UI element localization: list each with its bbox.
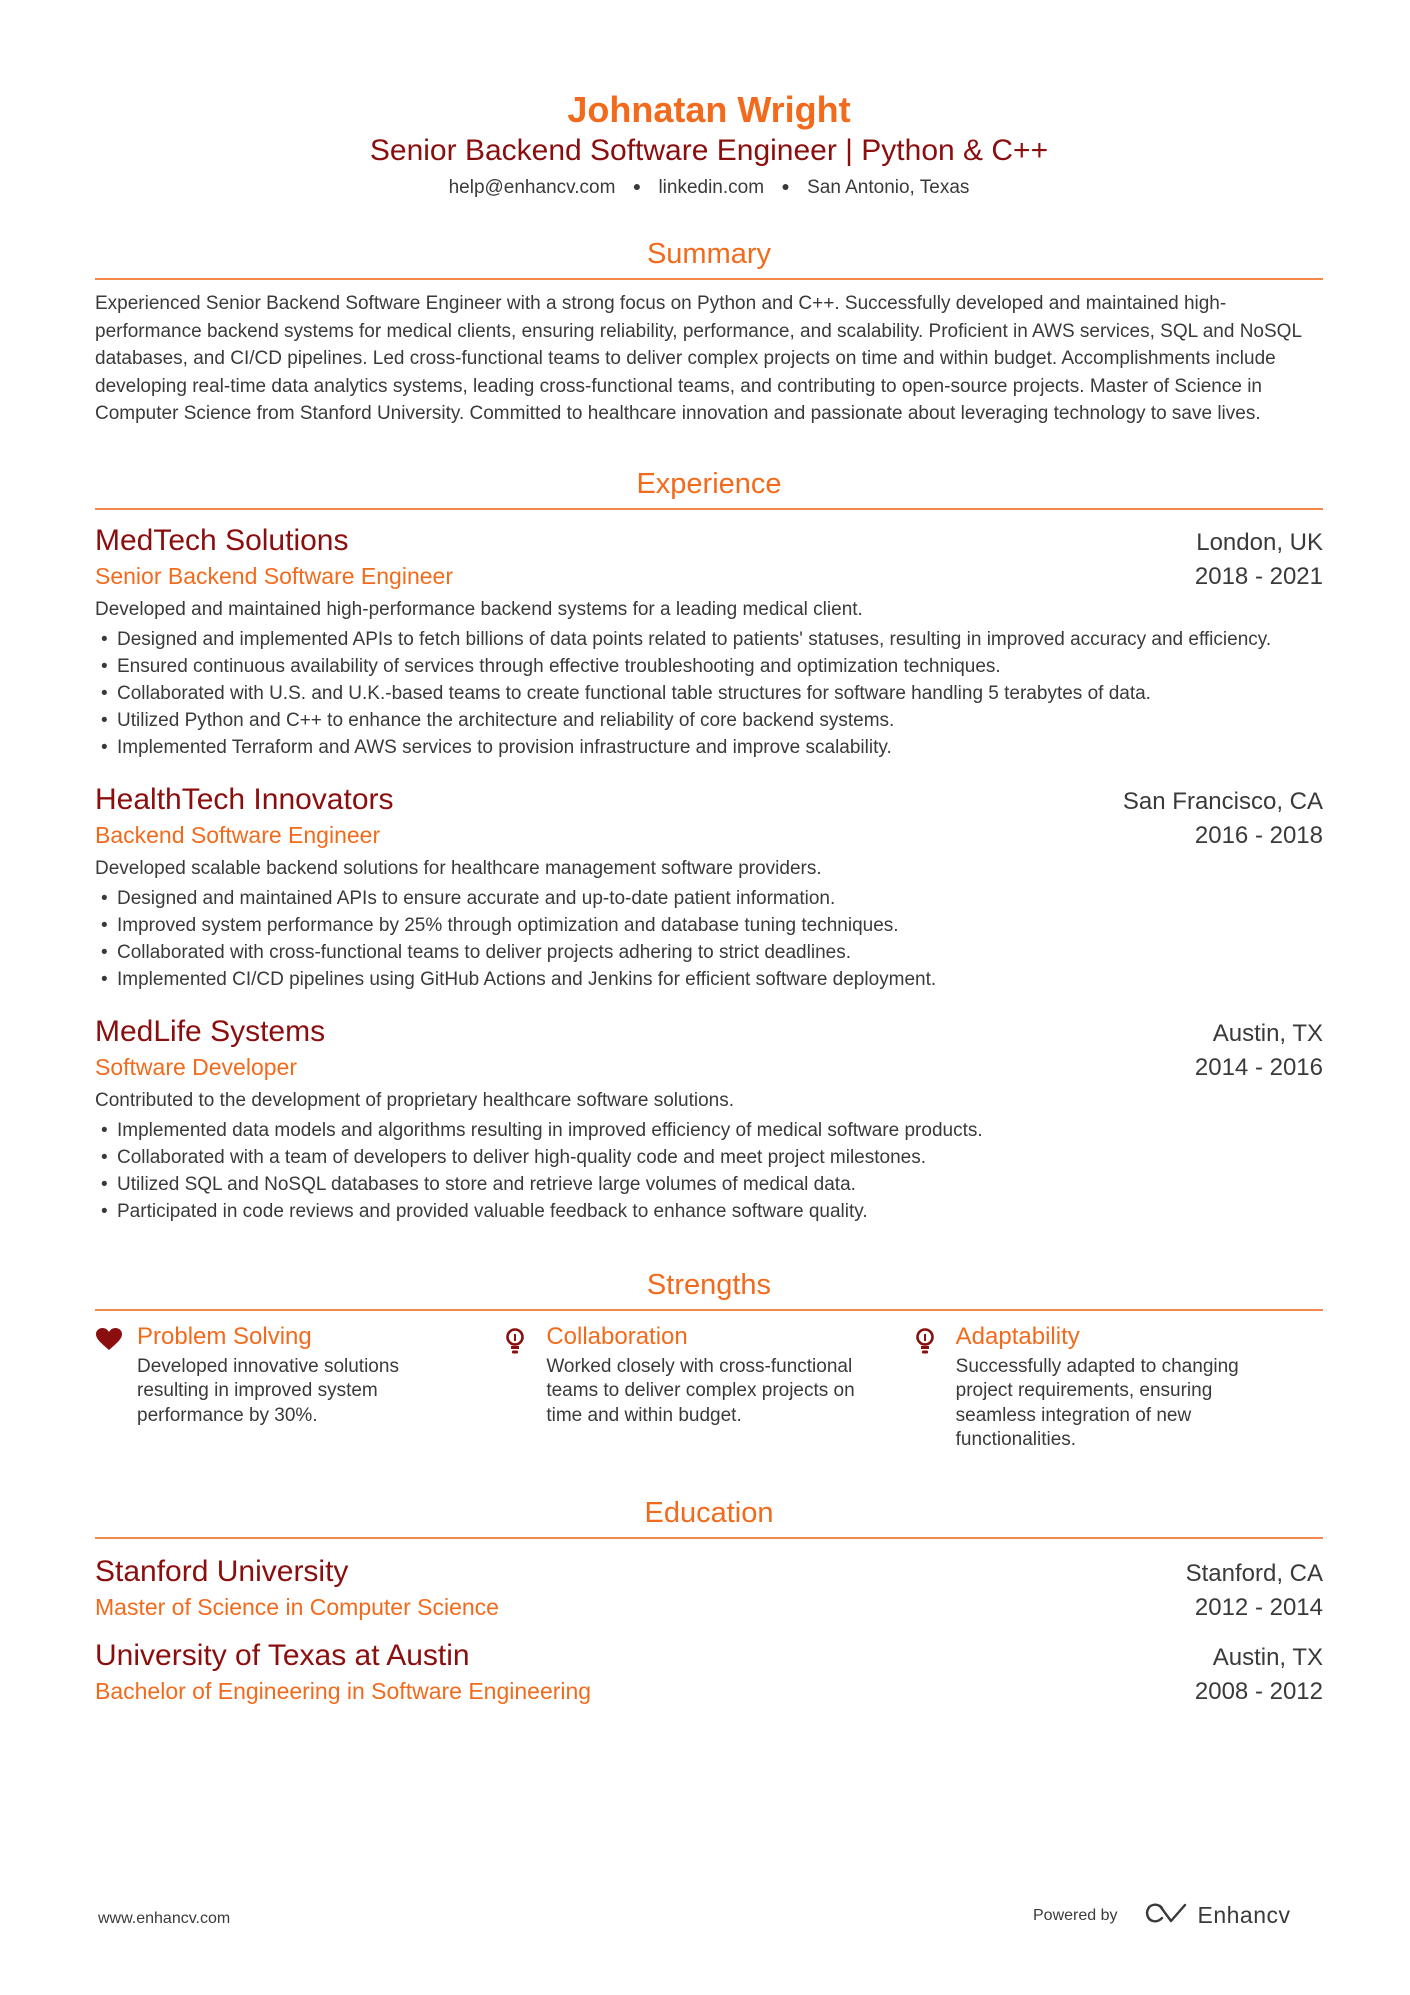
lightbulb-icon	[914, 1321, 956, 1453]
school-name: University of Texas at Austin	[95, 1638, 470, 1672]
job-description: Developed scalable backend solutions for healthcare management software providers.	[95, 857, 822, 879]
job-location: Austin, TX	[1212, 1019, 1323, 1047]
separator-dot: ●	[781, 178, 790, 194]
company-name: HealthTech Innovators	[95, 782, 394, 816]
education-period: 2012 - 2014	[1194, 1593, 1323, 1621]
enhancv-logo-icon	[1144, 1902, 1188, 1929]
school-location: Stanford, CA	[1185, 1559, 1323, 1587]
resume-page	[95, 0, 1323, 1707]
strength-name: Collaboration	[546, 1322, 688, 1350]
footer-website[interactable]: www.enhancv.com	[98, 1910, 231, 1927]
degree: Master of Science in Computer Science	[95, 1593, 499, 1620]
contact-email[interactable]: help@enhancv.com	[448, 177, 616, 198]
achievement-item: • Utilized Python and C++ to enhance the architecture and reliability of core backend systems.	[117, 707, 1323, 734]
company-name: MedLife Systems	[95, 1014, 326, 1048]
contact-location: San Antonio, Texas	[807, 177, 970, 198]
achievement-item: • Improved system performance by 25% through optimization and database tuning techniques.	[117, 912, 1323, 939]
job-description: Developed and maintained high-performance backend systems for a leading medical client.	[95, 598, 863, 620]
strength-item	[914, 1321, 1323, 1453]
experience-entry	[95, 1013, 1323, 1225]
job-location: San Francisco, CA	[1122, 787, 1323, 815]
resume-header	[95, 0, 1323, 200]
experience-entry	[95, 781, 1323, 993]
achievement-item: • Ensured continuous availability of services through effective troubleshooting and optimization techniques.	[117, 653, 1323, 680]
strengths-section-title: Strengths	[95, 1267, 1323, 1311]
separator-dot: ●	[632, 178, 642, 194]
job-description: Contributed to the development of proprietary healthcare software solutions.	[95, 1089, 734, 1111]
lightbulb-icon	[504, 1321, 546, 1453]
job-period: 2014 - 2016	[1194, 1053, 1323, 1081]
job-period: 2018 - 2021	[1194, 562, 1323, 590]
achievement-item: • Participated in code reviews and provided valuable feedback to enhance software quality.	[117, 1198, 1323, 1225]
strength-name: Adaptability	[955, 1322, 1080, 1350]
achievement-list	[95, 626, 1323, 761]
contact-line	[95, 174, 1323, 200]
candidate-name: Johnatan Wright	[567, 89, 851, 130]
achievement-item: • Implemented data models and algorithms resulting in improved efficiency of medical software products.	[117, 1117, 1323, 1144]
strength-item	[504, 1321, 913, 1453]
strength-description: Worked closely with cross-functional teams to deliver complex projects on time and within budget.	[546, 1355, 855, 1426]
strengths-grid	[95, 1321, 1323, 1453]
strength-name: Problem Solving	[137, 1322, 312, 1350]
job-title: Software Developer	[95, 1053, 297, 1080]
experience-entry	[95, 522, 1323, 761]
achievement-item: • Collaborated with a team of developers to deliver high-quality code and meet project milestones.	[117, 1144, 1323, 1171]
candidate-headline: Senior Backend Software Engineer | Python & C++	[369, 134, 1049, 167]
brand-name: Enhancv	[1197, 1902, 1291, 1928]
strength-item	[95, 1321, 504, 1453]
job-period: 2016 - 2018	[1194, 821, 1323, 849]
achievement-item: • Implemented Terraform and AWS services to provision infrastructure and improve scalability.	[117, 734, 1323, 761]
heart-icon	[95, 1321, 137, 1453]
achievement-list	[95, 1117, 1323, 1225]
footer-branding	[1033, 1902, 1291, 1929]
contact-linkedin[interactable]: linkedin.com	[658, 177, 765, 198]
achievement-list	[95, 885, 1323, 993]
powered-by-label: Powered by	[1033, 1906, 1118, 1924]
company-name: MedTech Solutions	[95, 523, 349, 557]
degree: Bachelor of Engineering in Software Engineering	[95, 1677, 592, 1704]
achievement-item: • Designed and maintained APIs to ensure accurate and up-to-date patient information.	[117, 885, 1323, 912]
education-entry	[95, 1553, 1323, 1623]
achievement-item: • Collaborated with U.S. and U.K.-based teams to create functional table structures for software handling 5 terabytes of data.	[117, 680, 1323, 707]
strength-description: Successfully adapted to changing project requirements, ensuring seamless integration of new functionalities.	[955, 1355, 1239, 1450]
job-title: Senior Backend Software Engineer	[95, 562, 453, 589]
job-title: Backend Software Engineer	[95, 821, 381, 848]
summary-section-title: Summary	[95, 236, 1323, 280]
job-location: London, UK	[1196, 528, 1323, 556]
school-name: Stanford University	[95, 1554, 349, 1588]
achievement-item: • Designed and implemented APIs to fetch billions of data points related to patients' statuses, resulting in improved accuracy and efficiency.	[117, 626, 1323, 653]
achievement-item: • Collaborated with cross-functional teams to deliver projects adhering to strict deadlines.	[117, 939, 1323, 966]
achievement-item: • Implemented CI/CD pipelines using GitHub Actions and Jenkins for efficient software deployment.	[117, 966, 1323, 993]
summary-text: Experienced Senior Backend Software Engineer with a strong focus on Python and C++. Successfully developed and maintained high-performance backend systems for medical clients, ensuring reliability, performance, and scalability. Proficient in AWS services, SQL and NoSQL databases, and CI/CD pipelines. Led cross-functional teams to deliver complex projects on time and within budget. Accomplishments include developing real-time data analytics systems, leading cross-functional teams, and contributing to open-source projects. Master of Science in Computer Science from Stanford University. Committed to healthcare innovation and passionate about leveraging technology to save lives.	[95, 293, 1302, 424]
education-section-title: Education	[95, 1495, 1323, 1539]
education-period: 2008 - 2012	[1194, 1677, 1323, 1705]
education-entry	[95, 1637, 1323, 1707]
school-location: Austin, TX	[1212, 1643, 1323, 1671]
strength-description: Developed innovative solutions resulting in improved system performance by 30%.	[137, 1355, 399, 1426]
experience-section-title: Experience	[95, 466, 1323, 510]
achievement-item: • Utilized SQL and NoSQL databases to store and retrieve large volumes of medical data.	[117, 1171, 1323, 1198]
